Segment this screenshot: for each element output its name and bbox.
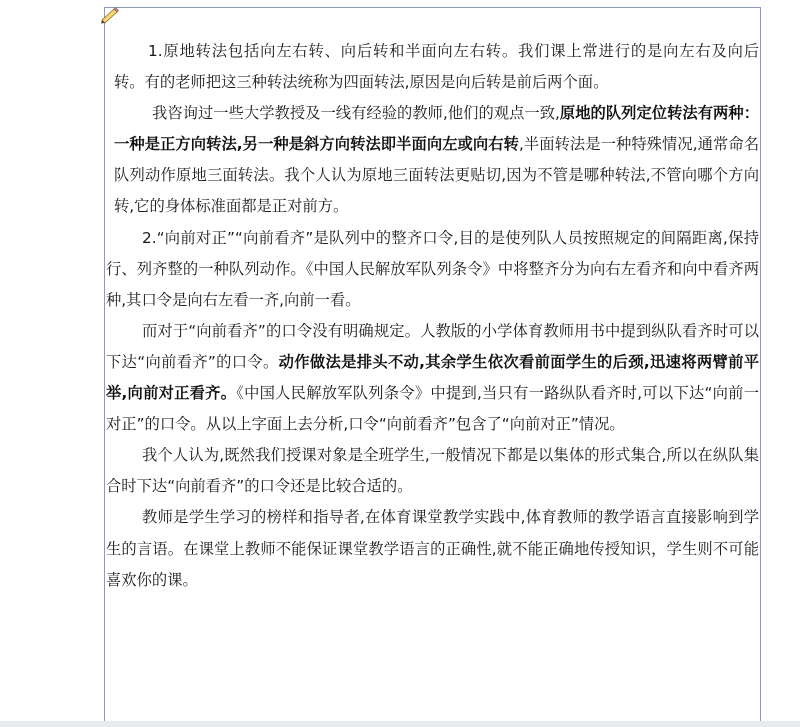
document-body [106,36,759,596]
paragraph-alignment-commands [106,223,759,316]
text-segment: ,半面转法是一种特殊情况,通常命名队列动作原地三面转法。我个人认为原地三面转法更贴切,因为不管是哪种转法,不管向哪个方向转,它的身体标准面都是正对前方。 [114,135,759,216]
text-segment: 我个人认为,既然我们授课对象是全班学生,一般情况下都是以集体的形式集合,所以在纵队集合时下达“向前看齐”的口令还是比较合适的。 [106,446,759,496]
paragraph-teacher-role [106,502,759,595]
bold-text-segment: 原地的队列定位转法有两种：一种是正方向转法,另一种是斜方向转法即半面向左或向右转 [114,104,759,154]
text-segment: 《中国人民解放军队列条令》中提到,当只有一路纵队看齐时,可以下达“向前一对正”的口令。从以上字面上去分析,口令“向前看齐”包含了“向前对正”情况。 [106,384,759,434]
text-segment: 我咨询过一些大学教授及一线有经验的教师,他们的观点一致, [152,104,560,123]
pencil-note-icon[interactable] [100,6,120,24]
text-segment: 1.原地转法包括向左右转、向后转和半面向左右转。我们课上常进行的是向左右及向后转。有的老师把这三种转法统称为四面转法,原因是向后转是前后两个面。 [114,42,759,92]
text-segment: 教师是学生学习的榜样和指导者,在体育课堂教学实践中,体育教师的教学语言直接影响到学生的言语。在课堂上教师不能保证课堂教学语言的正确性,就不能正确地传授知识，学生则不可能喜欢你的课。 [106,508,759,589]
paragraph-expert-opinion [106,98,759,222]
paragraph-personal-view [106,440,759,502]
bold-text-segment: 动作做法是排头不动,其余学生依次看前面学生的后颈,迅速将两臂前平举,向前对正看齐。 [106,352,760,403]
paragraph-forward-look [106,316,759,440]
text-segment: 2.“向前对正”“向前看齐”是队列中的整齐口令,目的是使列队人员按照规定的间隔距离,保持行、列齐整的一种队列动作。《中国人民解放军队列条令》中将整齐分为向右左看齐和向中看齐两种,其口令是向右左看一齐,向前一看。 [106,228,759,309]
paragraph-rotation-types [106,36,759,98]
horizontal-scrollbar[interactable] [0,721,800,727]
text-segment: 而对于“向前看齐”的口令没有明确规定。人教版的小学体育教师用书中提到纵队看齐时可以下达“向前看齐”的口令。 [106,321,759,371]
